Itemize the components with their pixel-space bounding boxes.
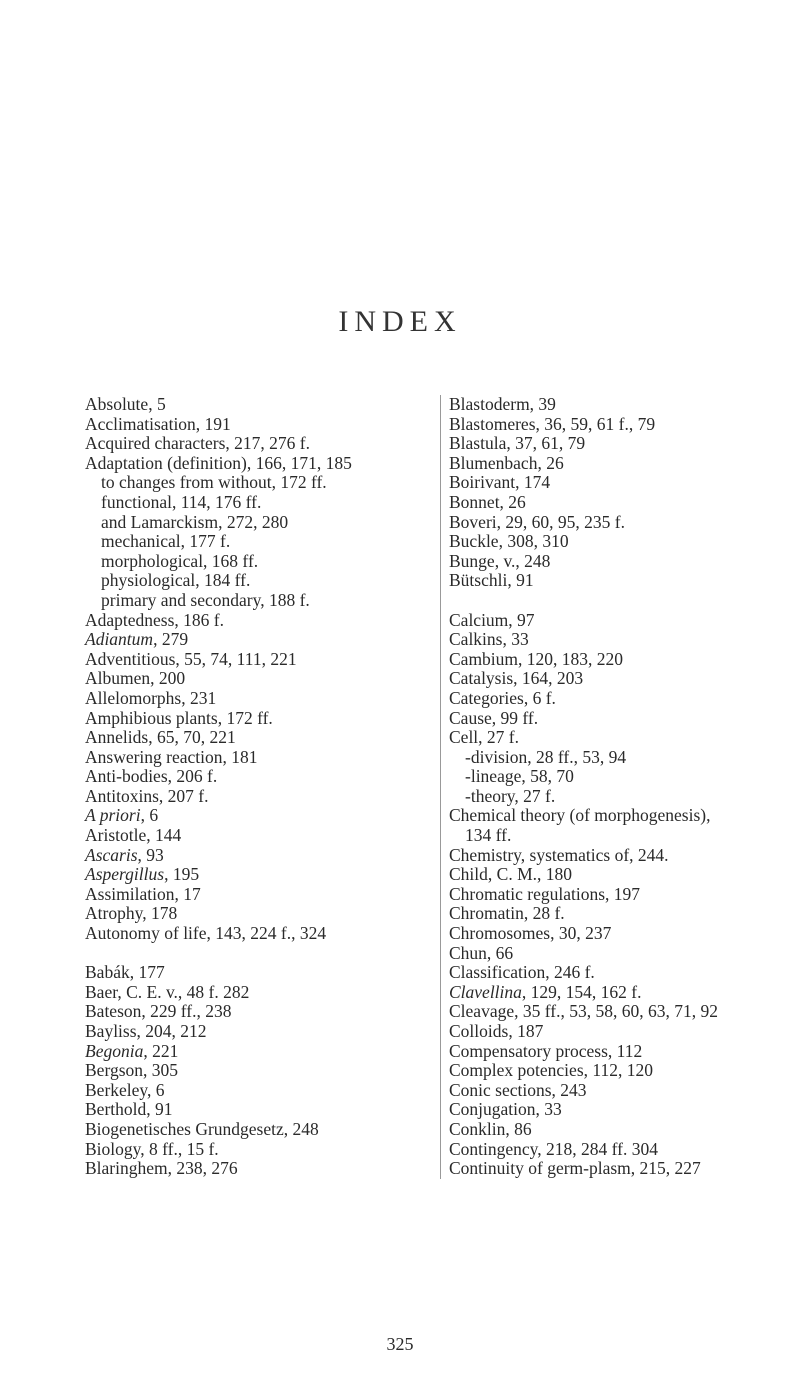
index-column-left [85, 395, 420, 1179]
index-entry: Biogenetisches Grundgesetz, 248 [85, 1118, 319, 1139]
entry-pages: , 93 [137, 844, 164, 865]
index-entry: Child, C. M., 180 [449, 864, 573, 885]
index-entry: Continuity of germ-plasm, 215, 227 [449, 1158, 701, 1179]
index-subentry: -lineage, 58, 70 [465, 766, 574, 787]
entry-term-italic: Adiantum [85, 629, 154, 650]
index-entry: Autonomy of life, 143, 224 f., 324 [85, 923, 327, 944]
index-entry: Cell, 27 f. [449, 727, 519, 748]
index-entry [85, 846, 420, 866]
index-entry: Conjugation, 33 [449, 1099, 562, 1120]
index-entry: Biology, 8 ff., 15 f. [85, 1138, 219, 1159]
index-subentry: primary and secondary, 188 f. [101, 589, 310, 610]
entry-term-italic: Ascaris [85, 844, 138, 865]
index-entry: Bunge, v., 248 [449, 550, 551, 571]
index-entry: Conklin, 86 [449, 1118, 532, 1139]
index-entry: Amphibious plants, 172 ff. [85, 707, 273, 728]
index-entry: Anti-bodies, 206 f. [85, 766, 218, 787]
index-subentry: functional, 114, 176 ff. [101, 491, 262, 512]
index-column-right [440, 395, 800, 1179]
index-entry: Chromatin, 28 f. [449, 903, 565, 924]
index-entry: Blastula, 37, 61, 79 [449, 433, 586, 454]
entry-pages: , 279 [153, 629, 189, 650]
entry-gap [449, 591, 800, 611]
index-subentry: to changes from without, 172 ff. [101, 472, 327, 493]
entry-term-italic: Clavellina [449, 981, 522, 1002]
index-entry: Berthold, 91 [85, 1099, 173, 1120]
entry-term-italic: Aspergillus [85, 864, 165, 885]
index-entry: Atrophy, 178 [85, 903, 178, 924]
index-entry: Blumenbach, 26 [449, 452, 564, 473]
index-entry: Antitoxins, 207 f. [85, 785, 209, 806]
index-entry: Adaptedness, 186 f. [85, 609, 225, 630]
entry-pages: , 221 [143, 1040, 179, 1061]
index-subentry: -theory, 27 f. [465, 785, 556, 806]
index-entry [85, 1042, 420, 1062]
index-entry [85, 806, 420, 826]
index-entry: Cause, 99 ff. [449, 707, 539, 728]
index-entry: Chromosomes, 30, 237 [449, 923, 612, 944]
index-entry [449, 983, 800, 1003]
index-entry: Complex potencies, 112, 120 [449, 1060, 653, 1081]
entry-pages: , 195 [164, 864, 200, 885]
index-entry: Chemical theory (of morphogenesis), [449, 805, 711, 826]
index-entry: Babák, 177 [85, 962, 165, 983]
index-entry: Blastoderm, 39 [449, 394, 556, 414]
index-entry: Bergson, 305 [85, 1060, 179, 1081]
index-entry: Chromatic regulations, 197 [449, 883, 641, 904]
index-entry-continuation: 134 ff. [465, 825, 512, 846]
index-entry: Blastomeres, 36, 59, 61 f., 79 [449, 413, 656, 434]
index-entry: Adventitious, 55, 74, 111, 221 [85, 648, 297, 669]
entry-term-italic: A priori [85, 805, 141, 826]
entry-gap [85, 944, 420, 964]
index-entry [85, 630, 420, 650]
index-entry: Calkins, 33 [449, 629, 529, 650]
index-entry: Bonnet, 26 [449, 491, 526, 512]
index-entry: Acclimatisation, 191 [85, 413, 231, 434]
index-entry: Chemistry, systematics of, 244. [449, 844, 669, 865]
index-entry: Buckle, 308, 310 [449, 531, 569, 552]
index-entry: Acquired characters, 217, 276 f. [85, 433, 310, 454]
index-entry: Assimilation, 17 [85, 883, 201, 904]
index-entry: Categories, 6 f. [449, 687, 556, 708]
index-entry: Classification, 246 f. [449, 962, 595, 983]
index-subentry: and Lamarckism, 272, 280 [101, 511, 289, 532]
index-entry: Baer, C. E. v., 48 f. 282 [85, 981, 250, 1002]
index-entry: Chun, 66 [449, 942, 514, 963]
index-entry [85, 865, 420, 885]
entry-pages: , 129, 154, 162 f. [521, 981, 642, 1002]
index-entry: Catalysis, 164, 203 [449, 668, 584, 689]
index-entry: Boveri, 29, 60, 95, 235 f. [449, 511, 625, 532]
index-entry: Blaringhem, 238, 276 [85, 1158, 238, 1179]
entry-term-italic: Begonia [85, 1040, 144, 1061]
index-entry: Bayliss, 204, 212 [85, 1021, 207, 1041]
index-entry: Answering reaction, 181 [85, 746, 258, 767]
index-entry: Albumen, 200 [85, 668, 186, 689]
index-entry: Adaptation (definition), 166, 171, 185 [85, 452, 352, 473]
index-entry: Compensatory process, 112 [449, 1040, 643, 1061]
index-entry: Contingency, 218, 284 ff. 304 [449, 1138, 659, 1159]
index-entry: Calcium, 97 [449, 609, 535, 630]
index-entry: Annelids, 65, 70, 221 [85, 727, 236, 748]
index-subentry: mechanical, 177 f. [101, 531, 231, 552]
index-subentry: physiological, 184 ff. [101, 570, 251, 591]
index-entry: Allelomorphs, 231 [85, 687, 217, 708]
index-subentry: -division, 28 ff., 53, 94 [465, 746, 627, 767]
entry-pages: , 6 [140, 805, 159, 826]
index-entry: Conic sections, 243 [449, 1079, 587, 1100]
page-number: 325 [386, 1334, 414, 1354]
index-entry: Bateson, 229 ff., 238 [85, 1001, 232, 1022]
page-title: INDEX [338, 305, 462, 338]
index-entry: Aristotle, 144 [85, 825, 182, 846]
index-entry: Cambium, 120, 183, 220 [449, 648, 624, 669]
index-entry: Absolute, 5 [85, 394, 166, 414]
index-subentry: morphological, 168 ff. [101, 550, 259, 571]
index-entry: Colloids, 187 [449, 1021, 544, 1041]
index-entry: Boirivant, 174 [449, 472, 551, 493]
index-entry: Bütschli, 91 [449, 570, 534, 591]
index-entry: Berkeley, 6 [85, 1079, 165, 1100]
index-entry: Cleavage, 35 ff., 53, 58, 60, 63, 71, 92 [449, 1001, 718, 1022]
